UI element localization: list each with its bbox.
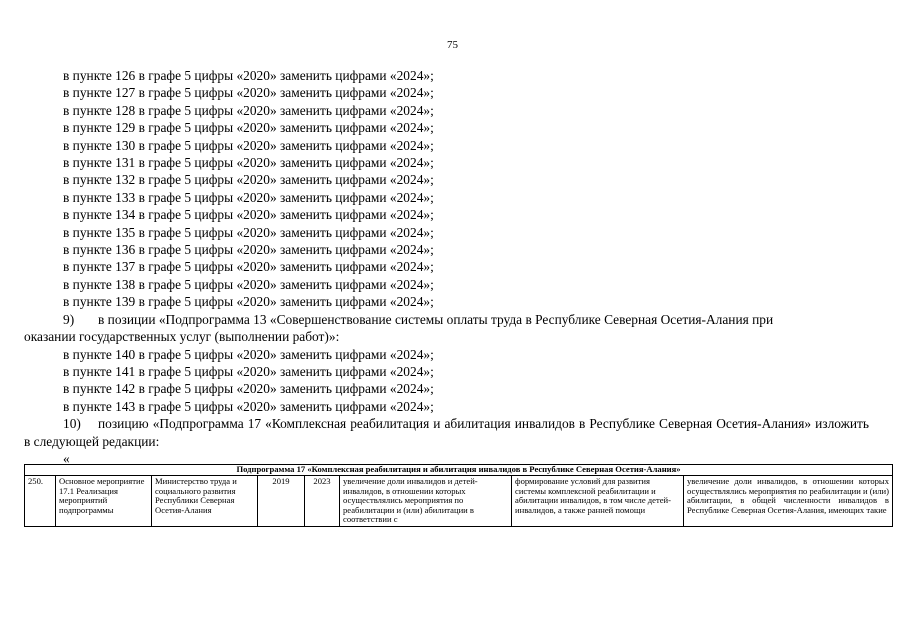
amendment-line: в пункте 126 в графе 5 цифры «2020» заменить цифрами «2024»; (63, 68, 434, 83)
amendment-line: в пункте 140 в графе 5 цифры «2020» заменить цифрами «2024»; (63, 346, 434, 362)
amendment-line: в пункте 132 в графе 5 цифры «2020» заменить цифрами «2024»; (63, 172, 434, 188)
subprogram-table (24, 464, 893, 527)
amendment-line: в пункте 128 в графе 5 цифры «2020» заменить цифрами «2024»; (63, 102, 434, 118)
amendment-line: в пункте 133 в графе 5 цифры «2020» заменить цифрами «2024»; (63, 189, 434, 205)
item-10 (0, 415, 905, 450)
cell-directions: формирование условий для развития системы комплексной реабилитации и абилитации инвалидов, в том числе детей-инвалидов, а также ранней помощи (512, 476, 684, 527)
amendment-list-a (0, 67, 905, 311)
cell-executor: Министерство труда и социального развития Республики Северная Осетия-Алания (152, 476, 258, 527)
cell-result: увеличение доли инвалидов и детей-инвалидов, в отношении которых осуществлялись мероприятия по реабилитации и (или) абилитации в соответствии с (340, 476, 512, 527)
page-number: 75 (447, 39, 458, 51)
item-9-text-first: в позиции «Подпрограмма 13 «Совершенствование системы оплаты труда в Республике Северная Осетия-Алания при (98, 311, 774, 327)
amendment-line: в пункте 142 в графе 5 цифры «2020» заменить цифрами «2024»; (63, 381, 434, 397)
amendment-list-b (0, 346, 905, 416)
amendment-line: в пункте 139 в графе 5 цифры «2020» заменить цифрами «2024»; (63, 294, 434, 310)
amendment-line: в пункте 134 в графе 5 цифры «2020» заменить цифрами «2024»; (63, 207, 434, 223)
document-body (0, 67, 905, 467)
amendment-line: в пункте 135 в графе 5 цифры «2020» заменить цифрами «2024»; (63, 224, 434, 240)
amendment-line: в пункте 138 в графе 5 цифры «2020» заменить цифрами «2024»; (63, 276, 434, 292)
amendment-line: в пункте 130 в графе 5 цифры «2020» заменить цифрами «2024»; (63, 137, 434, 153)
item-10-label: 10) (63, 416, 81, 432)
amendment-line: в пункте 131 в графе 5 цифры «2020» заменить цифрами «2024»; (63, 155, 434, 171)
amendment-line: в пункте 137 в графе 5 цифры «2020» заменить цифрами «2024»; (63, 259, 434, 275)
item-9-text-cont: оказании государственных услуг (выполнении работ)»: (24, 329, 340, 345)
cell-event: Основное мероприятие 17.1 Реализация мероприятий подпрограммы (56, 476, 152, 527)
amendment-line: в пункте 136 в графе 5 цифры «2020» заменить цифрами «2024»; (63, 242, 434, 258)
item-10-text: позицию «Подпрограмма 17 «Комплексная реабилитация и абилитация инвалидов в Республике Северная Осетия-Алания» изложить в следующей редакции: (24, 416, 869, 449)
amendment-line: в пункте 143 в графе 5 цифры «2020» заменить цифрами «2024»; (63, 398, 434, 414)
amendment-line: в пункте 141 в графе 5 цифры «2020» заменить цифрами «2024»; (63, 363, 434, 379)
cell-indicator: увеличение доли инвалидов, в отношении которых осуществлялись мероприятия по реабилитации и (или) абилитации, в общей численности инвалидов в Республике Северная Осетия-Алания, имеющих такие (684, 476, 893, 527)
open-quote: « (63, 450, 70, 466)
cell-end: 2023 (305, 476, 340, 527)
amendment-line: в пункте 129 в графе 5 цифры «2020» заменить цифрами «2024»; (63, 120, 434, 136)
cell-number: 250. (25, 476, 56, 527)
amendment-line: в пункте 127 в графе 5 цифры «2020» заменить цифрами «2024»; (63, 85, 434, 101)
table-header: Подпрограмма 17 «Комплексная реабилитация и абилитация инвалидов в Республике Северная Осетия-Алания» (25, 465, 893, 476)
table-row (25, 476, 893, 527)
item-9 (0, 311, 905, 328)
item-9-label: 9) (63, 311, 75, 327)
cell-start: 2019 (258, 476, 305, 527)
